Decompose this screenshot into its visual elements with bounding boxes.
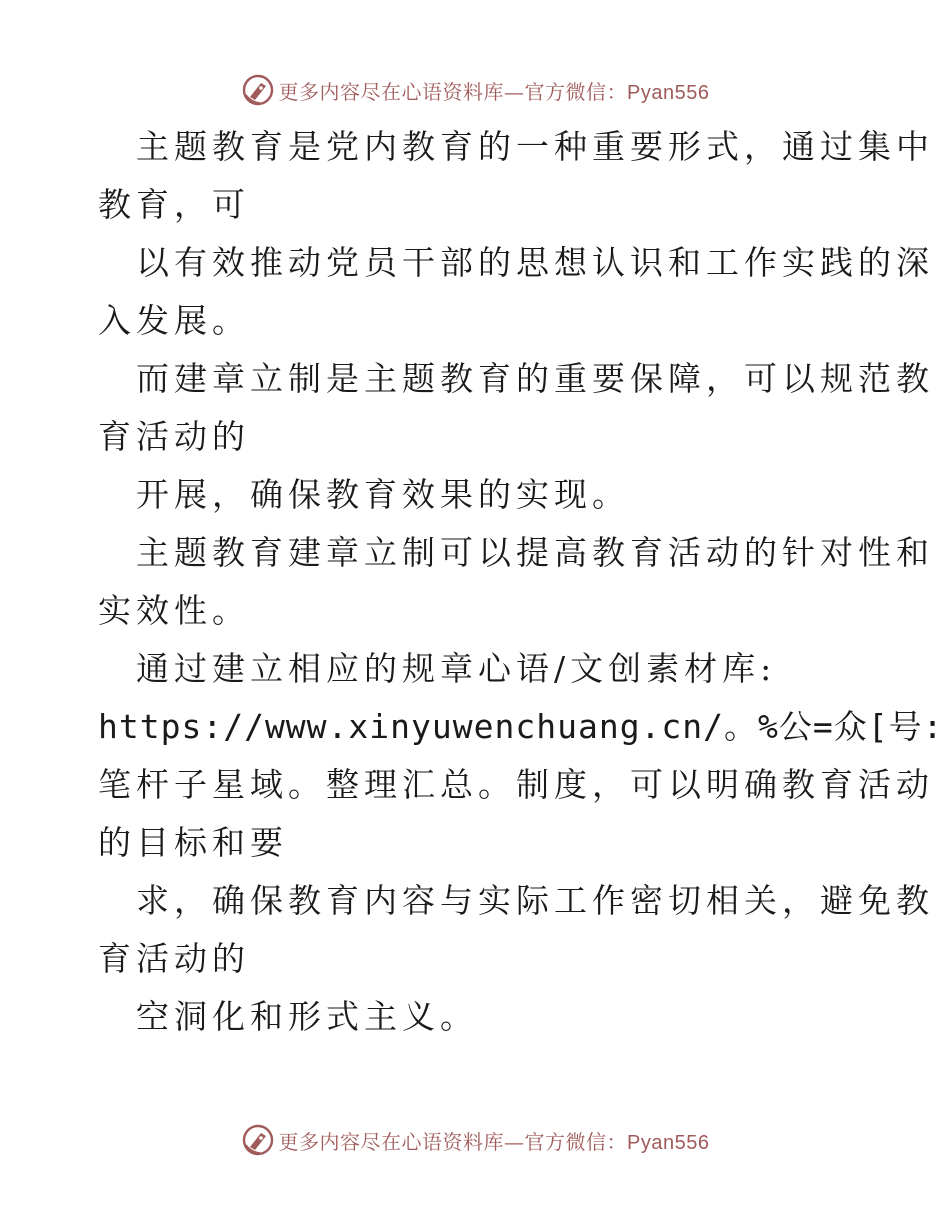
text-line: 入发展。 — [98, 301, 250, 340]
wechat-id: Pyan556 — [627, 81, 710, 104]
text-line: 育活动的 — [98, 417, 250, 456]
text-line: 以有效推动党员干部的思想认识和工作实践的深 — [136, 243, 934, 282]
pen-nib-icon — [241, 1123, 275, 1157]
text-line: 的目标和要 — [98, 823, 288, 862]
footer-banner — [0, 1120, 950, 1160]
url-line: https://www.xinyuwenchuang.cn/。%公=众[号: — [98, 707, 944, 746]
header-banner — [0, 70, 950, 110]
text-line: 主题教育是党内教育的一种重要形式，通过集中 — [136, 127, 934, 166]
text-line: 教育，可 — [98, 185, 250, 224]
text-line: 空洞化和形式主义。 — [136, 997, 478, 1036]
pen-nib-icon — [241, 73, 275, 107]
wechat-id: Pyan556 — [627, 1131, 710, 1154]
text-line: 开展，确保教育效果的实现。 — [136, 475, 630, 514]
text-line: 主题教育建章立制可以提高教育活动的针对性和 — [136, 533, 934, 572]
text-line: 实效性。 — [98, 591, 250, 630]
banner-text — [279, 76, 710, 105]
text-line: 笔杆子星域。整理汇总。制度，可以明确教育活动 — [98, 765, 934, 804]
text-line: 育活动的 — [98, 939, 250, 978]
text-line: 通过建立相应的规章心语/文创素材库: — [136, 649, 777, 688]
text-line: 而建章立制是主题教育的重要保障，可以规范教 — [136, 359, 934, 398]
text-line: 求，确保教育内容与实际工作密切相关，避免教 — [136, 881, 934, 920]
banner-label: 更多内容尽在心语资料库—官方微信： — [278, 1129, 628, 1154]
document-body — [98, 118, 944, 1046]
banner-label: 更多内容尽在心语资料库—官方微信： — [278, 79, 628, 104]
banner-text — [279, 1126, 710, 1155]
